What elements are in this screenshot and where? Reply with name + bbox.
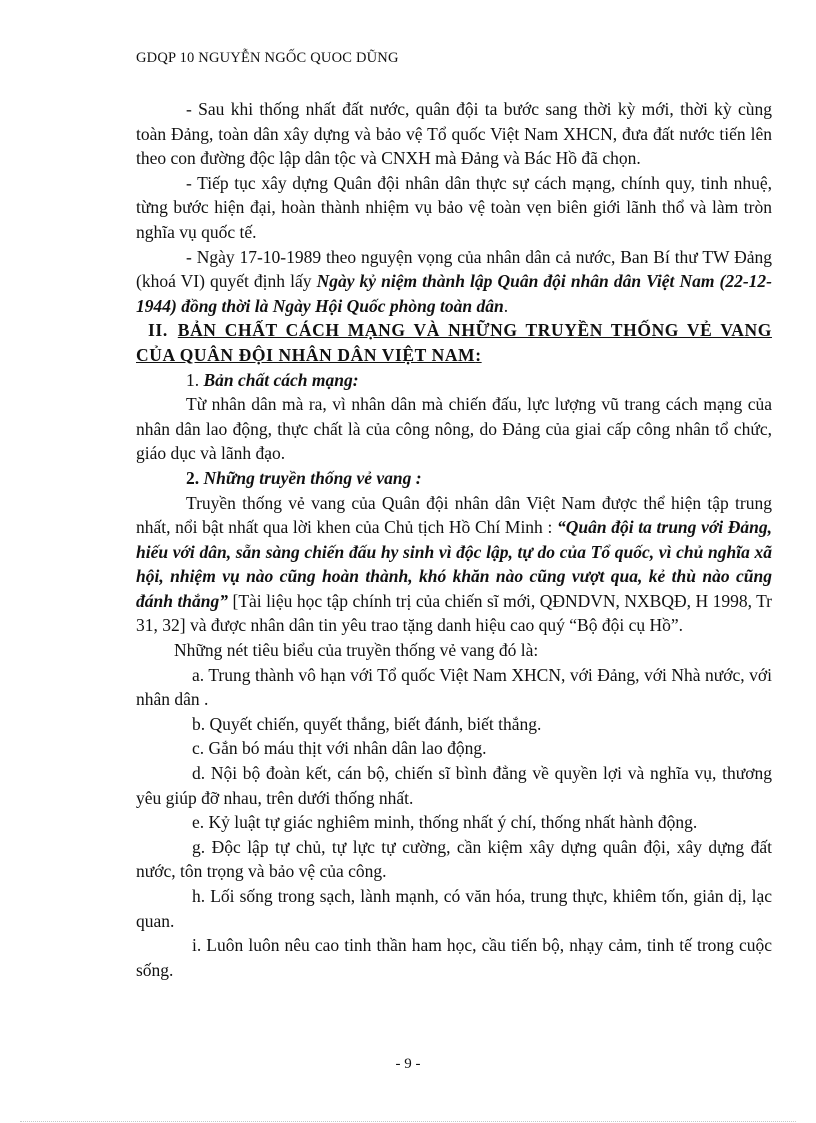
subheading-traditions-number: 2. [186, 467, 200, 488]
section-heading [136, 318, 772, 367]
section-colon: : [475, 344, 482, 365]
trait-a: a. Trung thành vô hạn với Tổ quốc Việt Nam XHCN, với Đảng, với Nhà nước, với nhân dân . [136, 664, 772, 710]
anniversary-text: - Ngày 17-10-1989 theo nguyện vọng của nhân dân cả nước, Ban Bí thư TW Đảng (khoá VI) quyết định lấy [136, 246, 772, 292]
trait-h: h. Lối sống trong sạch, lành mạnh, có văn hóa, trung thực, khiêm tốn, giản dị, lạc quan. [136, 886, 772, 931]
subheading-nature [136, 368, 772, 393]
traditions-citation: [Tài liệu học tập chính trị của chiến sĩ mới, QĐNDVN, NXBQĐ, H 1998, Tr 31, 32] và được nhân dân tin yêu trao tặng danh hiệu cao quý “Bộ đội cụ Hồ”. [136, 590, 773, 636]
page-header: GDQP 10 NGUYỄN NGỐC QUOC DŨNG [136, 50, 399, 66]
paragraph-build-army: - Tiếp tục xây dựng Quân đội nhân dân thực sự cách mạng, chính quy, tinh nhuệ, từng bước hiện đại, hoàn thành nhiệm vụ bảo vệ toàn vẹn biên giới lãnh thổ và làm tròn nghĩa vụ quốc tế. [136, 172, 772, 242]
ho-chi-minh-quote: “Quân đội ta trung với Đảng, hiếu với dân, sẵn sàng chiến đấu hy sinh vì độc lập, tự do của Tổ quốc, vì chủ nghĩa xã hội, nhiệm vụ nào cũng hoàn thành, khó khăn nào cũng vượt qua, kẻ thù nào cũng đánh thắng” [136, 517, 772, 611]
subheading-traditions [136, 466, 772, 491]
section-title: BẢN CHẤT CÁCH MẠNG VÀ NHỮNG TRUYỀN THỐNG VẺ VANG CỦA QUÂN ĐỘI NHÂN DÂN VIỆT NAM [136, 320, 772, 365]
traditions-intro: Truyền thống vẻ vang của Quân đội nhân dân Việt Nam được thể hiện tập trung nhất, nổi bật nhất qua lời khen của Chủ tịch Hồ Chí Minh : [136, 492, 772, 538]
trait-e: e. Kỷ luật tự giác nghiêm minh, thống nhất ý chí, thống nhất hành động. [192, 812, 698, 833]
document-body [136, 97, 772, 982]
trait-b: b. Quyết chiến, quyết thắng, biết đánh, biết thắng. [192, 713, 542, 734]
traits-intro: Những nét tiêu biểu của truyền thống vẻ vang đó là: [174, 640, 539, 661]
trait-i: i. Luôn luôn nêu cao tinh thần ham học, cầu tiến bộ, nhạy cảm, tinh tế trong cuộc sống. [136, 935, 772, 980]
anniversary-emphasis: Ngày kỷ niệm thành lập Quân đội nhân dân Việt Nam (22-12-1944) đồng thời là Ngày Hội Quốc phòng toàn dân [136, 271, 772, 316]
trait-g: g. Độc lập tự chủ, tự lực tự cường, cần kiệm xây dựng quân đội, xây dựng đất nước, tôn trọng và bảo vệ của công. [136, 836, 772, 882]
anniversary-end: . [503, 295, 509, 316]
subheading-nature-number: 1. [186, 369, 200, 390]
page-number: - 9 - [395, 1056, 421, 1072]
trait-d: d. Nội bộ đoàn kết, cán bộ, chiến sĩ bình đẳng về quyền lợi và nghĩa vụ, thương yêu giúp đỡ nhau, trên dưới thống nhất. [136, 763, 772, 808]
trait-c: c. Gắn bó máu thịt với nhân dân lao động. [192, 738, 487, 759]
subheading-nature-title: Bản chất cách mạng: [203, 369, 359, 390]
section-number: II. [148, 320, 168, 341]
paragraph-reunification: - Sau khi thống nhất đất nước, quân đội ta bước sang thời kỳ mới, thời kỳ cùng toàn Đảng, toàn dân xây dựng và bảo vệ Tổ quốc Việt Nam XHCN, đưa đất nước tiến lên theo con đường độc lập dân tộc và CNXH mà Đảng và Bác Hồ đã chọn. [136, 99, 772, 169]
paragraph-anniversary [136, 245, 772, 319]
paragraph-traditions [136, 491, 772, 639]
page-bottom-divider [20, 1121, 796, 1122]
subheading-traditions-title: Những truyền thống vẻ vang : [203, 467, 422, 488]
paragraph-nature: Từ nhân dân mà ra, vì nhân dân mà chiến đấu, lực lượng vũ trang cách mạng của nhân dân lao động, thực chất là của công nông, do Đảng của giai cấp công nhân tổ chức, giáo dục và lãnh đạo. [136, 394, 772, 464]
